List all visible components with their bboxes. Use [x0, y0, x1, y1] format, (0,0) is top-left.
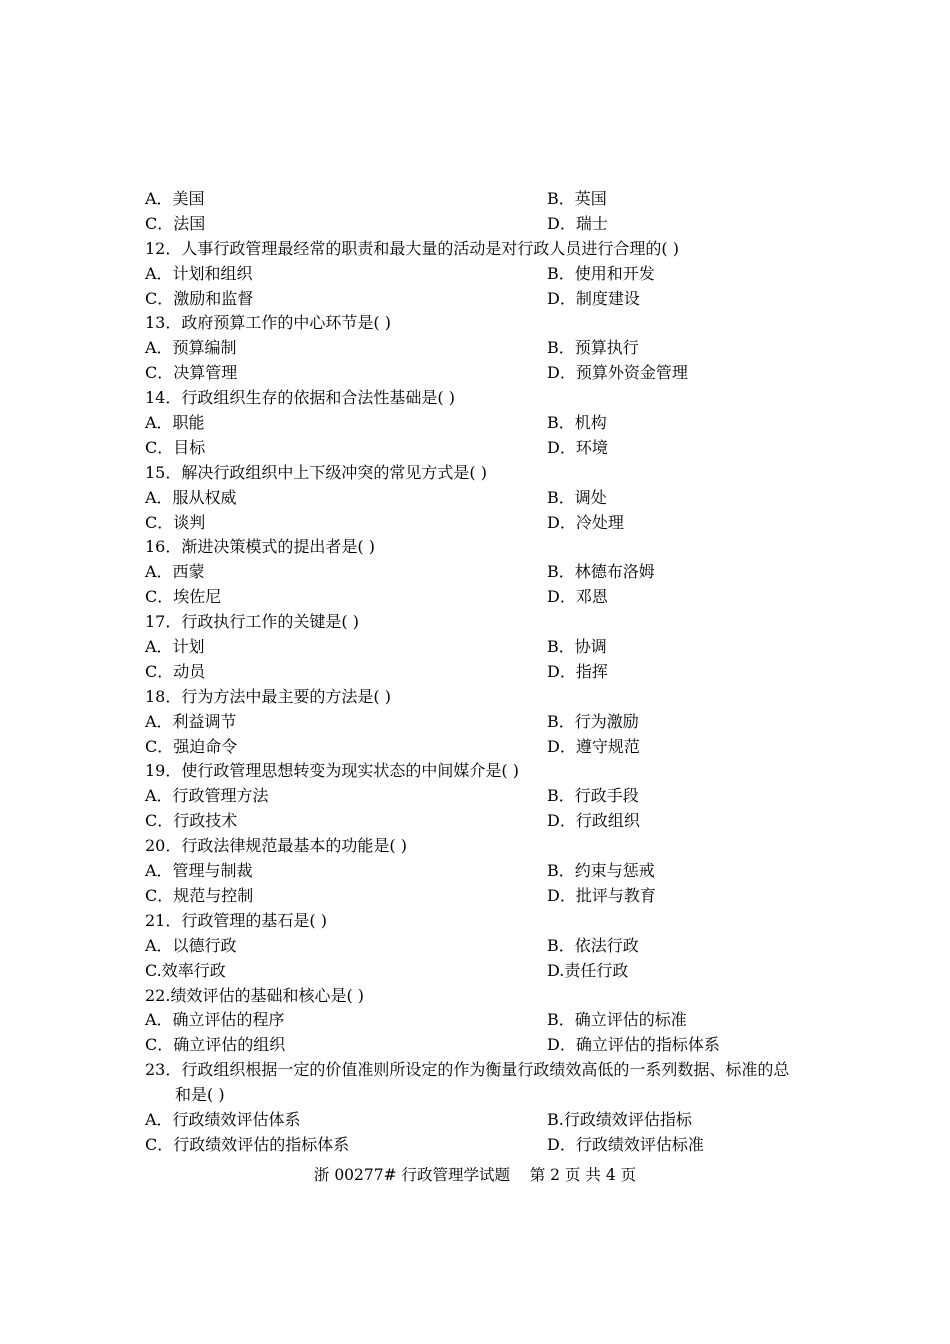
question-stem: [145, 834, 825, 859]
question-text: 22.绩效评估的基础和核心是( ): [145, 985, 365, 1005]
page-footer: 浙 00277# 行政管理学试题 第 2 页 共 4 页: [313, 1166, 637, 1184]
question-stem: [145, 685, 825, 710]
option-row: [145, 511, 825, 536]
option-row: [145, 212, 825, 237]
option-row: [145, 486, 825, 511]
option-row: [145, 809, 825, 834]
question-text: 21．行政管理的基石是( ): [145, 910, 327, 930]
option-right: D．环境: [547, 437, 608, 457]
option-right: B．确立评估的标准: [547, 1010, 687, 1030]
option-row: [145, 436, 825, 461]
question-stem: [145, 610, 825, 635]
option-right: D．行政组织: [547, 811, 640, 831]
option-row: [145, 1033, 825, 1058]
option-left: C．激励和监督: [145, 288, 254, 308]
option-right: D．冷处理: [547, 512, 624, 532]
option-left: C．目标: [145, 437, 206, 457]
option-left: C．确立评估的组织: [145, 1035, 286, 1055]
option-right: B．行政手段: [547, 786, 639, 806]
option-row: [145, 187, 825, 212]
option-left: A．美国: [145, 189, 205, 208]
option-row: [145, 1008, 825, 1033]
option-left: C．行政技术: [145, 811, 238, 831]
option-left: C．动员: [145, 661, 206, 681]
question-stem: [145, 1058, 825, 1108]
option-left: A．确立评估的程序: [145, 1010, 285, 1030]
question-stem: [145, 386, 825, 411]
option-right: B．协调: [547, 637, 607, 657]
question-text: 16．渐进决策模式的提出者是( ): [145, 537, 375, 557]
option-left: A．服从权威: [145, 487, 237, 507]
option-left: A．以德行政: [145, 935, 237, 955]
option-left: A．行政绩效评估体系: [145, 1109, 301, 1129]
question-stem: [145, 237, 825, 262]
option-row: [145, 635, 825, 660]
option-left: C．法国: [145, 213, 206, 233]
option-left: C.效率行政: [145, 960, 226, 980]
option-left: A．职能: [145, 413, 205, 433]
option-right: B．行为激励: [547, 711, 639, 731]
option-left: C．谈判: [145, 512, 206, 532]
option-row: [145, 336, 825, 361]
option-left: A．行政管理方法: [145, 786, 269, 806]
option-left: C．行政绩效评估的指标体系: [145, 1134, 350, 1154]
option-row: [145, 784, 825, 809]
option-right: B．依法行政: [547, 935, 639, 955]
option-left: C．决算管理: [145, 363, 238, 383]
question-stem: [145, 759, 825, 784]
option-left: A．预算编制: [145, 338, 237, 358]
option-row: [145, 262, 825, 287]
option-row: [145, 710, 825, 735]
question-text: 12．人事行政管理最经常的职责和最大量的活动是对行政人员进行合理的( ): [145, 238, 679, 258]
option-right: B．调处: [547, 487, 607, 507]
option-right: D.责任行政: [547, 960, 629, 980]
question-stem: [145, 909, 825, 934]
option-right: B．约束与惩戒: [547, 861, 655, 881]
option-row: [145, 735, 825, 760]
question-text-line2: 和是( ): [175, 1085, 225, 1105]
question-stem: [145, 461, 825, 486]
question-text: 20．行政法律规范最基本的功能是( ): [145, 836, 407, 856]
option-row: [145, 859, 825, 884]
option-left: A．计划和组织: [145, 263, 253, 283]
option-row: [145, 287, 825, 312]
option-left: C．埃佐尼: [145, 587, 222, 607]
question-text: 19．使行政管理思想转变为现实状态的中间媒介是( ): [145, 761, 519, 781]
option-right: B.行政绩效评估指标: [547, 1109, 692, 1129]
option-row: [145, 585, 825, 610]
option-row: [145, 1133, 825, 1158]
option-row: [145, 1108, 825, 1133]
option-row: [145, 660, 825, 685]
question-text: 15．解决行政组织中上下级冲突的常见方式是( ): [145, 462, 487, 482]
option-row: [145, 560, 825, 585]
option-left: A．利益调节: [145, 711, 237, 731]
question-text: 13．政府预算工作的中心环节是( ): [145, 313, 391, 333]
option-right: D．遵守规范: [547, 736, 640, 756]
question-text: 14．行政组织生存的依据和合法性基础是( ): [145, 388, 455, 408]
option-left: A．管理与制裁: [145, 861, 253, 881]
option-left: C．强迫命令: [145, 736, 238, 756]
question-text: 18．行为方法中最主要的方法是( ): [145, 686, 391, 706]
option-right: B．使用和开发: [547, 263, 655, 283]
option-right: D．瑞士: [547, 213, 608, 233]
option-row: [145, 884, 825, 909]
option-right: B．预算执行: [547, 338, 639, 358]
question-stem: [145, 311, 825, 336]
option-right: D．指挥: [547, 661, 608, 681]
question-stem: [145, 535, 825, 560]
question-text-line1: 23．行政组织根据一定的价值准则所设定的作为衡量行政绩效高低的一系列数据、标准的总: [145, 1060, 790, 1080]
option-right: B．英国: [547, 189, 607, 208]
option-right: B．林德布洛姆: [547, 562, 655, 582]
question-stem: [145, 984, 825, 1009]
option-right: B．机构: [547, 413, 607, 433]
option-row: [145, 959, 825, 984]
option-right: D．邓恩: [547, 587, 608, 607]
option-row: [145, 411, 825, 436]
option-left: A．西蒙: [145, 562, 205, 582]
option-row: [145, 934, 825, 959]
option-left: A．计划: [145, 637, 205, 657]
exam-content: [145, 187, 825, 1158]
option-right: D．预算外资金管理: [547, 363, 688, 383]
option-left: C．规范与控制: [145, 885, 254, 905]
option-right: D．确立评估的指标体系: [547, 1035, 720, 1055]
option-right: D．批评与教育: [547, 885, 656, 905]
option-right: D．行政绩效评估标准: [547, 1134, 704, 1154]
question-text: 17．行政执行工作的关键是( ): [145, 612, 359, 632]
option-row: [145, 361, 825, 386]
option-right: D．制度建设: [547, 288, 640, 308]
